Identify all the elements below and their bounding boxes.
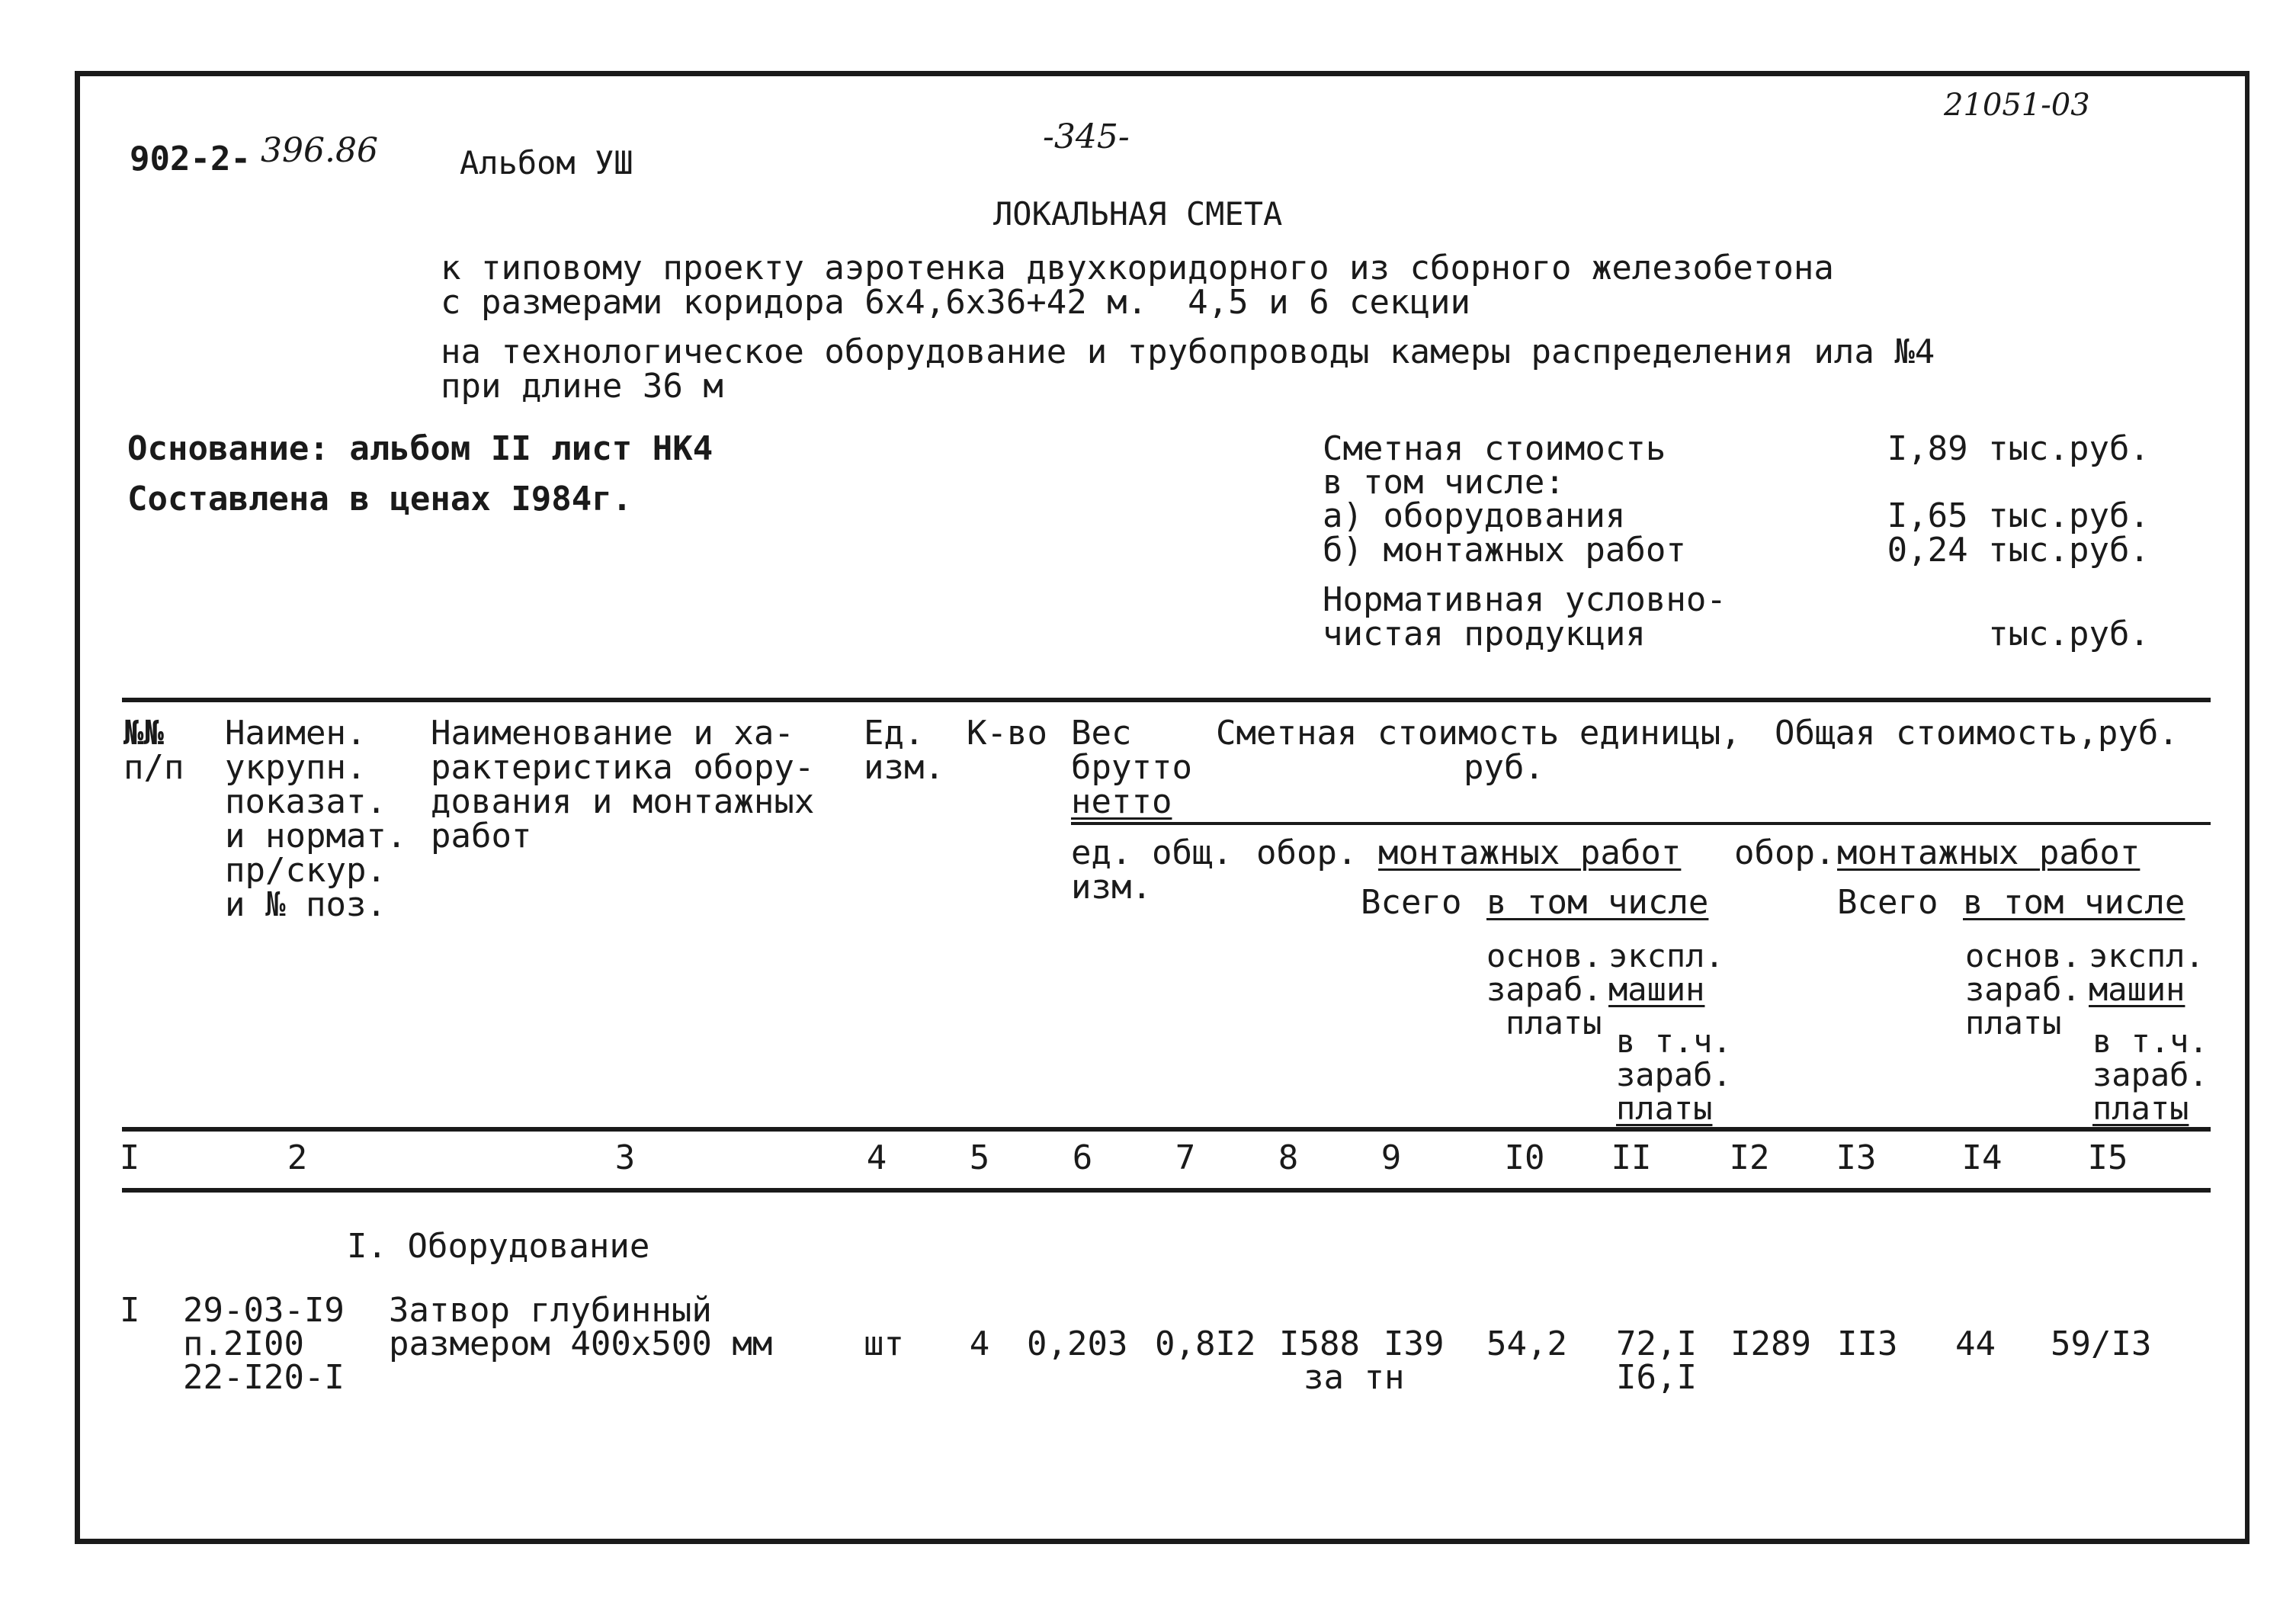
col-number: II bbox=[1611, 1138, 1652, 1177]
title-line-4: при длине 36 м bbox=[441, 367, 723, 406]
header-izm: изм. bbox=[1071, 868, 1152, 907]
row-unit-equip: I588 bbox=[1279, 1324, 1360, 1363]
col-number: I3 bbox=[1836, 1138, 1877, 1177]
cost-norm-label-2: чистая продукция bbox=[1323, 615, 1646, 653]
col-number: 7 bbox=[1175, 1138, 1196, 1177]
header-unit-osnov-2: зараб. bbox=[1486, 971, 1602, 1008]
cost-equip-label: а) оборудования bbox=[1323, 496, 1626, 535]
header-unit-cost-rub: руб. bbox=[1464, 748, 1544, 787]
project-code: 902-2- bbox=[130, 140, 251, 178]
row-weight-unit: 0,203 bbox=[1027, 1324, 1128, 1363]
header-total-v-tom-chisle: в том числе bbox=[1963, 883, 2185, 922]
header-col2-line4: и нормат. bbox=[225, 817, 407, 856]
col-number: I5 bbox=[2087, 1138, 2128, 1177]
header-unit-mashin: машин bbox=[1608, 971, 1705, 1008]
title-line-1: к типовому проекту аэротенка двухкоридорного из сборного железобетона bbox=[441, 249, 1834, 287]
row-total-machines: 59/I3 bbox=[2051, 1324, 2152, 1363]
col-number: I4 bbox=[1961, 1138, 2003, 1177]
col-number: 5 bbox=[969, 1138, 990, 1177]
col-number: 8 bbox=[1278, 1138, 1299, 1177]
row-name-2: размером 400х500 мм bbox=[389, 1324, 773, 1363]
cost-total-value: I,89 тыс.руб. bbox=[1887, 429, 2150, 468]
cost-incl-label: в том числе: bbox=[1323, 463, 1565, 502]
project-code-handwritten: 396.86 bbox=[261, 131, 378, 170]
header-total-osnov-1: основ. bbox=[1965, 937, 2081, 974]
header-total-vtch-1: в т.ч. bbox=[2092, 1023, 2208, 1060]
header-col4-line2: изм. bbox=[864, 748, 944, 787]
header-bottom-rule bbox=[122, 1127, 2211, 1132]
col-number: 3 bbox=[614, 1138, 636, 1177]
header-total-install: монтажных работ bbox=[1837, 833, 2140, 872]
header-unit-cost: Сметная стоимость единицы, bbox=[1216, 714, 1741, 753]
header-col1-line2: п/п bbox=[123, 748, 184, 787]
column-numbers-rule bbox=[122, 1188, 2211, 1193]
header-total-vsego: Всего bbox=[1837, 883, 1938, 922]
col-number: 4 bbox=[866, 1138, 887, 1177]
header-total-mashin: машин bbox=[2089, 971, 2185, 1008]
row-total-wage: 44 bbox=[1955, 1324, 1996, 1363]
header-col3-line1: Наименование и ха- bbox=[431, 714, 794, 753]
header-unit-vtch-3: платы bbox=[1616, 1090, 1713, 1127]
cost-norm-value: тыс.руб. bbox=[1988, 615, 2150, 653]
header-unit-install: монтажных работ bbox=[1378, 833, 1682, 872]
header-unit-osnov-1: основ. bbox=[1486, 937, 1602, 974]
col-number: I bbox=[119, 1138, 140, 1177]
header-col2-line5: пр/скур. bbox=[225, 851, 386, 890]
row-num: I bbox=[120, 1291, 140, 1330]
row-unit: шт bbox=[864, 1324, 904, 1363]
row-total-equip: I289 bbox=[1730, 1324, 1811, 1363]
header-total-cost: Общая стоимость,руб. bbox=[1775, 714, 2179, 753]
table-top-rule bbox=[122, 698, 2211, 702]
title-line-2: с размерами коридора 6х4,6х36+42 м. 4,5 и 6 секции bbox=[441, 283, 1471, 322]
cost-norm-label-1: Нормативная условно- bbox=[1323, 580, 1727, 619]
header-weight-line1: Вес bbox=[1071, 714, 1132, 753]
row-code-3: 22-I20-I bbox=[183, 1358, 345, 1397]
album-label: Альбом УШ bbox=[460, 144, 633, 181]
cost-equip-value: I,65 тыс.руб. bbox=[1887, 496, 2150, 535]
basis-line-2: Составлена в ценах I984г. bbox=[127, 480, 633, 518]
row-weight-total: 0,8I2 bbox=[1155, 1324, 1256, 1363]
header-col5: К-во bbox=[967, 714, 1047, 753]
row-unit-equip-note: за тн bbox=[1304, 1358, 1405, 1397]
row-code-1: 29-03-I9 bbox=[183, 1291, 345, 1330]
row-name-1: Затвор глубинный bbox=[389, 1291, 712, 1330]
cost-install-value: 0,24 тыс.руб. bbox=[1887, 531, 2150, 570]
row-unit-machines-wage: I6,I bbox=[1616, 1358, 1697, 1397]
page-number: -345- bbox=[1043, 117, 1130, 156]
header-total-equip: обор. bbox=[1734, 833, 1836, 872]
header-unit-equip: обор. bbox=[1256, 833, 1358, 872]
col-number: I2 bbox=[1729, 1138, 1770, 1177]
header-unit-ekspl: экспл. bbox=[1608, 937, 1724, 974]
document-title: ЛОКАЛЬНАЯ СМЕТА bbox=[993, 195, 1283, 233]
header-weight-line2: брутто bbox=[1071, 748, 1192, 787]
header-col3-line2: рактеристика обору- bbox=[431, 748, 815, 787]
doc-number: 21051-03 bbox=[1944, 88, 2090, 123]
header-col1-line1: №№ bbox=[123, 714, 164, 753]
row-unit-install: I39 bbox=[1384, 1324, 1445, 1363]
basis-line-1: Основание: альбом II лист НК4 bbox=[127, 429, 713, 468]
header-total-osnov-2: зараб. bbox=[1965, 971, 2081, 1008]
cost-install-label: б) монтажных работ bbox=[1323, 531, 1686, 570]
header-col4-line1: Ед. bbox=[864, 714, 925, 753]
header-total-osnov-3: платы bbox=[1965, 1004, 2062, 1042]
row-code-2: п.2I00 bbox=[183, 1324, 304, 1363]
col-number: I0 bbox=[1504, 1138, 1545, 1177]
header-weight-netto: нетто bbox=[1071, 782, 1172, 821]
header-rule-1 bbox=[1071, 822, 2211, 825]
header-unit-vtch-2: зараб. bbox=[1616, 1056, 1732, 1093]
row-unit-wage: 54,2 bbox=[1486, 1324, 1567, 1363]
col-number: 9 bbox=[1380, 1138, 1402, 1177]
header-col2-line3: показат. bbox=[225, 782, 386, 821]
header-ed-obsh: ед. общ. bbox=[1071, 833, 1233, 872]
col-number: 2 bbox=[287, 1138, 308, 1177]
header-total-vtch-3: платы bbox=[2092, 1090, 2189, 1127]
title-line-3: на технологическое оборудование и трубопроводы камеры распределения ила №4 bbox=[441, 332, 1935, 371]
header-unit-vsego: Всего bbox=[1361, 883, 1462, 922]
header-unit-osnov-3: платы bbox=[1506, 1004, 1602, 1042]
row-qty: 4 bbox=[969, 1324, 990, 1363]
row-unit-machines: 72,I bbox=[1616, 1324, 1697, 1363]
section-title: I. Оборудование bbox=[347, 1227, 650, 1266]
header-unit-vtch-1: в т.ч. bbox=[1616, 1023, 1732, 1060]
header-total-ekspl: экспл. bbox=[2089, 937, 2205, 974]
header-total-vtch-2: зараб. bbox=[2092, 1056, 2208, 1093]
header-unit-v-tom-chisle: в том числе bbox=[1486, 883, 1709, 922]
header-col3-line4: работ bbox=[431, 817, 532, 856]
header-col2-line1: Наимен. bbox=[225, 714, 367, 753]
col-number: 6 bbox=[1072, 1138, 1093, 1177]
cost-total-label: Сметная стоимость bbox=[1323, 429, 1666, 468]
header-col3-line3: дования и монтажных bbox=[431, 782, 815, 821]
header-col2-line6: и № поз. bbox=[225, 885, 386, 924]
header-col2-line2: укрупн. bbox=[225, 748, 367, 787]
row-total-install: II3 bbox=[1837, 1324, 1898, 1363]
